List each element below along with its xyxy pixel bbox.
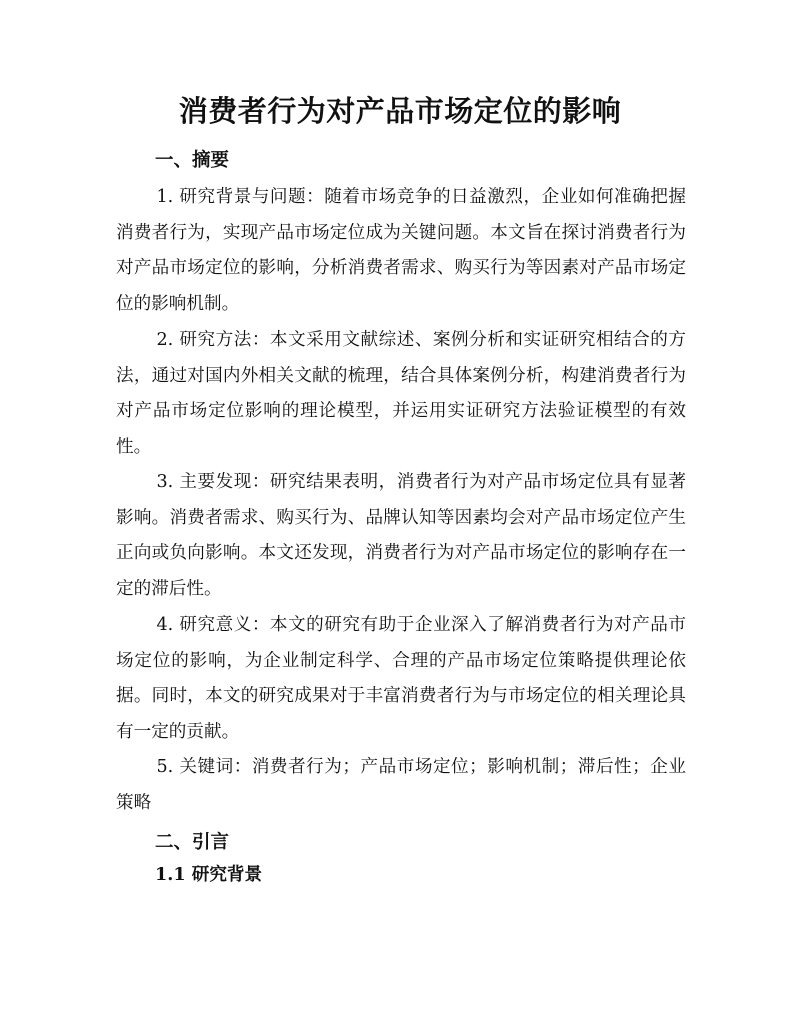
abstract-paragraph-findings: 3. 主要发现：研究结果表明，消费者行为对产品市场定位具有显著影响。消费者需求、购买行为、品牌认知等因素均会对产品市场定位产生正向或负向影响。本文还发现，消费者行为对产品市场定位的影响存在一定的滞后性。 <box>116 472 686 599</box>
abstract-paragraph-significance: 4. 研究意义：本文的研究有助于企业深入了解消费者行为对产品市场定位的影响，为企业制定科学、合理的产品市场定位策略提供理论依据。同时，本文的研究成果对于丰富消费者行为与市场定位的相关理论具有一定的贡献。 <box>116 615 686 742</box>
section-heading-abstract: 一、摘要 <box>155 150 230 171</box>
section-heading-introduction: 二、引言 <box>155 832 230 853</box>
abstract-paragraph-background: 1. 研究背景与问题：随着市场竞争的日益激烈，企业如何准确把握消费者行为，实现产品市场定位成为关键问题。本文旨在探讨消费者行为对产品市场定位的影响，分析消费者需求、购买行为等因素对产品市场定位的影响机制。 <box>116 187 686 314</box>
subsection-heading-background: 1.1 研究背景 <box>155 864 263 885</box>
abstract-paragraph-methods: 2. 研究方法：本文采用文献综述、案例分析和实证研究相结合的方法，通过对国内外相关文献的梳理，结合具体案例分析，构建消费者行为对产品市场定位影响的理论模型，并运用实证研究方法验证模型的有效性。 <box>116 330 686 457</box>
document-title: 消费者行为对产品市场定位的影响 <box>178 94 622 128</box>
abstract-paragraph-keywords: 5. 关键词：消费者行为；产品市场定位；影响机制；滞后性；企业策略 <box>116 757 686 813</box>
